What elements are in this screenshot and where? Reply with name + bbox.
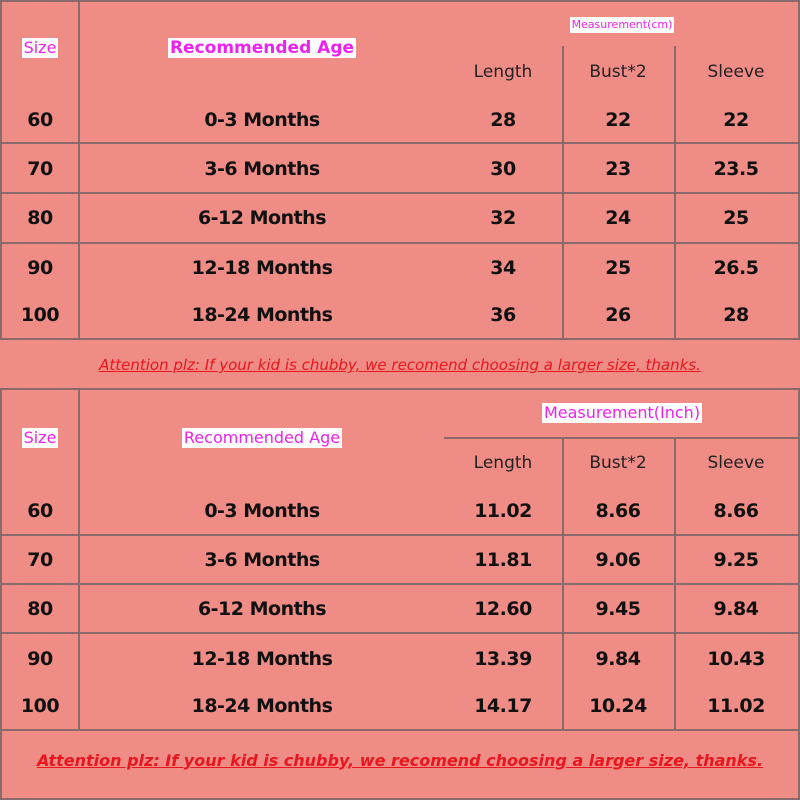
grid-line <box>0 242 800 244</box>
length-cell: 11.81 <box>474 549 532 571</box>
grid-line <box>0 632 800 634</box>
size-cell: 90 <box>27 257 53 279</box>
size-cell: 100 <box>20 304 60 326</box>
age-cell: 6-12 Months <box>197 598 327 620</box>
header-sleeve: Sleeve <box>707 453 765 473</box>
sleeve-cell: 22 <box>723 109 749 131</box>
attention-text: Attention plz: If your kid is chubby, we recomend choosing a larger size, thanks. <box>36 750 764 770</box>
size-cell: 60 <box>27 109 53 131</box>
header-bust: Bust*2 <box>589 453 647 473</box>
sleeve-cell: 23.5 <box>713 158 759 180</box>
grid-line <box>0 583 800 585</box>
grid-line <box>0 0 800 2</box>
length-cell: 34 <box>490 257 516 279</box>
grid-line <box>0 388 800 390</box>
bust-cell: 24 <box>605 207 631 229</box>
header-age: Recommended Age <box>169 38 355 58</box>
size-cell: 80 <box>27 207 53 229</box>
header-measurement-cell <box>444 396 800 430</box>
attention-text: Attention plz: If your kid is chubby, we recomend choosing a larger size, thanks. <box>99 356 701 374</box>
length-cell: 13.39 <box>474 648 532 670</box>
header-age-cell <box>80 28 444 68</box>
attention-note-inch <box>0 740 800 780</box>
length-cell: 30 <box>490 158 516 180</box>
size-cell: 70 <box>27 158 53 180</box>
header-age: Recommended Age <box>183 428 341 447</box>
length-cell: 32 <box>490 207 516 229</box>
bust-cell: 22 <box>605 109 631 131</box>
header-size-cell <box>0 28 80 68</box>
bust-cell: 10.24 <box>589 695 647 717</box>
header-size-cell <box>0 418 80 458</box>
header-measurement: Measurement(Inch) <box>543 403 701 422</box>
header-size: Size <box>23 428 57 447</box>
sleeve-cell: 28 <box>723 304 749 326</box>
sleeve-cell: 8.66 <box>713 500 759 522</box>
size-cell: 80 <box>27 598 53 620</box>
age-cell: 6-12 Months <box>197 207 327 229</box>
header-sleeve: Sleeve <box>707 62 765 82</box>
age-cell: 3-6 Months <box>204 549 320 571</box>
sleeve-cell: 26.5 <box>713 257 759 279</box>
header-measurement: Measurement(cm) <box>571 18 673 31</box>
length-cell: 36 <box>490 304 516 326</box>
sleeve-cell: 11.02 <box>707 695 765 717</box>
bust-cell: 9.45 <box>595 598 641 620</box>
bust-cell: 26 <box>605 304 631 326</box>
grid-line <box>0 534 800 536</box>
age-cell: 0-3 Months <box>204 500 320 522</box>
age-cell: 0-3 Months <box>204 109 320 131</box>
sleeve-cell: 10.43 <box>707 648 765 670</box>
size-cell: 60 <box>27 500 53 522</box>
attention-note-cm <box>0 346 800 384</box>
length-cell: 14.17 <box>474 695 532 717</box>
age-cell: 12-18 Months <box>191 257 333 279</box>
length-cell: 12.60 <box>474 598 532 620</box>
bust-cell: 8.66 <box>595 500 641 522</box>
bust-cell: 9.84 <box>595 648 641 670</box>
length-cell: 28 <box>490 109 516 131</box>
grid-line <box>0 142 800 144</box>
sleeve-cell: 9.25 <box>713 549 759 571</box>
header-length: Length <box>473 62 533 82</box>
grid-line <box>0 729 800 731</box>
header-bust: Bust*2 <box>589 62 647 82</box>
header-age-cell <box>80 418 444 458</box>
header-measurement-cell <box>444 10 800 40</box>
sleeve-cell: 9.84 <box>713 598 759 620</box>
size-cell: 100 <box>20 695 60 717</box>
sleeve-cell: 25 <box>723 207 749 229</box>
age-cell: 18-24 Months <box>191 304 333 326</box>
header-size: Size <box>23 38 57 57</box>
length-cell: 11.02 <box>474 500 532 522</box>
grid-line <box>444 437 800 439</box>
grid-line <box>0 192 800 194</box>
bust-cell: 9.06 <box>595 549 641 571</box>
age-cell: 18-24 Months <box>191 695 333 717</box>
bust-cell: 25 <box>605 257 631 279</box>
age-cell: 12-18 Months <box>191 648 333 670</box>
bust-cell: 23 <box>605 158 631 180</box>
size-cell: 90 <box>27 648 53 670</box>
header-length: Length <box>473 453 533 473</box>
age-cell: 3-6 Months <box>204 158 320 180</box>
size-cell: 70 <box>27 549 53 571</box>
grid-line <box>0 338 800 340</box>
